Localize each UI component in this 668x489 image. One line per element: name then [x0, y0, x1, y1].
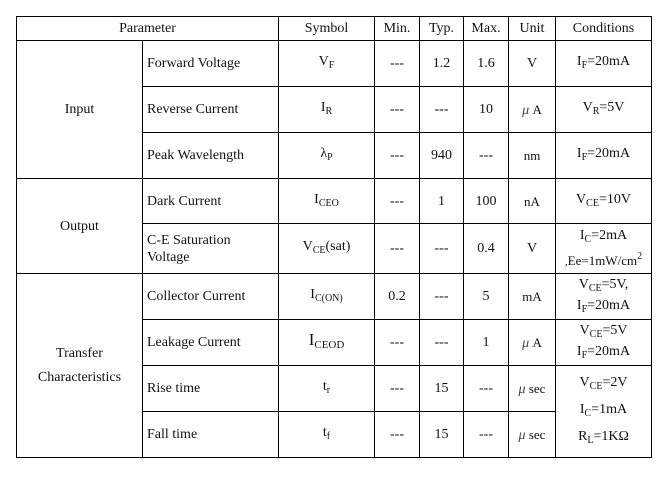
min-cell: --- [375, 133, 420, 179]
symbol-cell: $t_f$ [279, 412, 375, 458]
unit-cell: μ A [509, 320, 556, 366]
typ-cell: 1.2 [420, 41, 464, 87]
symbol-cell: $V_{CE}(sat)$ [279, 224, 375, 274]
min-cell: 0.2 [375, 274, 420, 320]
unit-cell: nA [509, 179, 556, 224]
param-ce-saturation-voltage: C-E Saturation Voltage [143, 224, 279, 274]
param-reverse-current: Reverse Current [143, 87, 279, 133]
min-cell: --- [375, 41, 420, 87]
typ-cell: 15 [420, 366, 464, 412]
max-cell: --- [464, 366, 509, 412]
symbol-cell: $t_r$ [279, 366, 375, 412]
typ-cell: --- [420, 224, 464, 274]
symbol-cell: $I_{CEO}$ [279, 179, 375, 224]
header-unit: Unit [509, 17, 556, 41]
condition-cell-timing: $V_{CE}=2V$ $I_C=1mA$ $R_L=1K\Omega$ [556, 366, 652, 458]
header-conditions: Conditions [556, 17, 652, 41]
group-transfer-characteristics: Transfer Characteristics [17, 274, 143, 458]
max-cell: 1 [464, 320, 509, 366]
typ-cell: 1 [420, 179, 464, 224]
unit-cell: nm [509, 133, 556, 179]
max-cell: 5 [464, 274, 509, 320]
symbol-cell: $I_{CEOD}$ [279, 320, 375, 366]
condition-cell: $V_R=5V$ [556, 87, 652, 133]
max-cell: --- [464, 133, 509, 179]
condition-cell: $V_{CE}=10V$ [556, 179, 652, 224]
param-fall-time: Fall time [143, 412, 279, 458]
param-rise-time: Rise time [143, 366, 279, 412]
condition-cell: $I_C=2mA$ $,Ee=1mW/cm^2$ [556, 224, 652, 274]
table-row [17, 274, 652, 320]
header-typ: Typ. [420, 17, 464, 41]
header-parameter: Parameter [17, 17, 279, 41]
typ-cell: --- [420, 87, 464, 133]
header-symbol: Symbol [279, 17, 375, 41]
max-cell: 100 [464, 179, 509, 224]
max-cell: --- [464, 412, 509, 458]
symbol-cell: $V_F$ [279, 41, 375, 87]
condition-cell: $I_F=20mA$ [556, 41, 652, 87]
symbol-cell: $I_R$ [279, 87, 375, 133]
param-leakage-current: Leakage Current [143, 320, 279, 366]
unit-cell: μ sec [509, 366, 556, 412]
param-peak-wavelength: Peak Wavelength [143, 133, 279, 179]
header-max: Max. [464, 17, 509, 41]
group-output: Output [17, 179, 143, 274]
symbol-cell: $I_{C(ON)}$ [279, 274, 375, 320]
unit-cell: V [509, 224, 556, 274]
min-cell: --- [375, 179, 420, 224]
condition-cell: $I_F=20mA$ [556, 133, 652, 179]
group-input: Input [17, 41, 143, 179]
param-dark-current: Dark Current [143, 179, 279, 224]
min-cell: --- [375, 87, 420, 133]
unit-cell: mA [509, 274, 556, 320]
condition-cell: $V_{CE}=5V$, $I_F=20mA$ [556, 274, 652, 320]
max-cell: 0.4 [464, 224, 509, 274]
table-row [17, 41, 652, 87]
header-row [17, 17, 652, 41]
min-cell: --- [375, 412, 420, 458]
param-collector-current: Collector Current [143, 274, 279, 320]
typ-cell: --- [420, 320, 464, 366]
typ-cell: --- [420, 274, 464, 320]
symbol-cell: $\lambda_P$ [279, 133, 375, 179]
max-cell: 1.6 [464, 41, 509, 87]
table-row [17, 179, 652, 224]
header-min: Min. [375, 17, 420, 41]
param-forward-voltage: Forward Voltage [143, 41, 279, 87]
spec-table [16, 16, 652, 458]
unit-cell: V [509, 41, 556, 87]
min-cell: --- [375, 366, 420, 412]
typ-cell: 15 [420, 412, 464, 458]
unit-cell: μ A [509, 87, 556, 133]
max-cell: 10 [464, 87, 509, 133]
condition-cell: $V_{CE}=5V$ $I_F=20mA$ [556, 320, 652, 366]
min-cell: --- [375, 320, 420, 366]
typ-cell: 940 [420, 133, 464, 179]
unit-cell: μ sec [509, 412, 556, 458]
min-cell: --- [375, 224, 420, 274]
